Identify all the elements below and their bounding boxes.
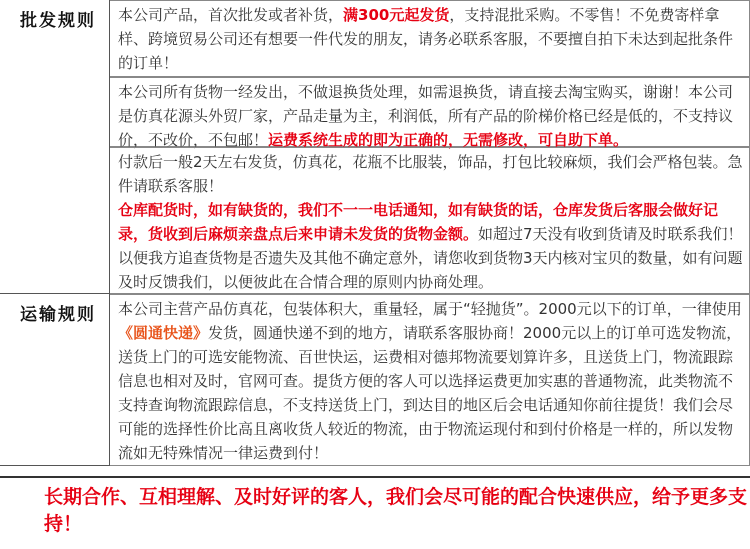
highlight-stockout-notice: 仓库配货时，如有缺货的，我们不一一电话通知，如有缺货的话，仓库发货后客服会做好记录，货收到后麻烦亲盘点后来申请未发货的货物金额。 (118, 201, 719, 243)
text-segment: 本公司主营产品仿真花，包装体积大，重量轻，属于“轻抛货”。2000元以下的订单，一律使用 (118, 300, 742, 318)
batch-rule-no-returns (110, 77, 750, 147)
highlight-courier: 《圆通快递》 (118, 324, 209, 342)
text-segment: 付款后一般2天左右发货，仿真花，花瓶不比服装，饰品，打包比较麻烦，我们会严格包装。急件请联系客服！ (118, 153, 743, 195)
footer-message: 长期合作、互相理解、及时好评的客人，我们会尽可能的配合快速供应，给予更多支持！ (0, 476, 750, 549)
highlight-shipping-fee: 运费系统生成的即为正确的，无需修改，可自助下单。 (268, 131, 629, 149)
shipping-rules-row (0, 294, 750, 466)
shipping-rule-text (110, 294, 750, 466)
highlight-minimum-amount: 满300元起发货 (343, 6, 450, 24)
text-segment: 发货，圆通快递不到的地方，请联系客服协商！2000元以上的订单可选发物流，送货上门的可选安能物流、百世快运，运费相对德邦物流要划算许多，且送货上门，物流跟踪信息也相对及时，官网可查。提货方便的客人可以选择运费更加实惠的普通物流，此类物流不支持查询物流跟踪信息，不支持送货上门，到达目的地区后会电话通知你前往提货！我们会尽可能的选择性价比高且离收货人较近的物流，由于物流运现付和到付价格是一样的，所以发物流如无特殊情况一律运费到付！ (118, 324, 742, 462)
shipping-rules-label: 运输规则 (0, 294, 110, 465)
text-segment: 本公司产品，首次批发或者补货， (118, 6, 344, 24)
batch-rules-label: 批发规则 (0, 0, 110, 293)
text-segment: 本公司所有货物一经发出，不做退换货处理，如需退换货，请直接去淘宝购买，谢谢！本公司是仿真花源头外贸厂家，产品走量为主，利润低，所有产品的阶梯价格已经是低的，不支持议价，不改价，不包邮！ (118, 83, 734, 149)
text-segment: 如超过7天没有收到货请及时联系我们！以便我方追查货物是否遗失及其他不确定意外，请您收到货物3天内核对宝贝的数量，如有问题及时反馈我们，以便彼此在合情合理的原则内协商处理。 (118, 225, 743, 291)
batch-rule-minimum-order (110, 0, 750, 77)
batch-rule-delivery (110, 147, 750, 294)
text-segment: ，支持混批采购。不零售！不免费寄样拿样、跨境贸易公司还有想要一件代发的朋友，请务必联系客服，不要擅自拍下未达到起批条件的订单！ (118, 6, 734, 72)
